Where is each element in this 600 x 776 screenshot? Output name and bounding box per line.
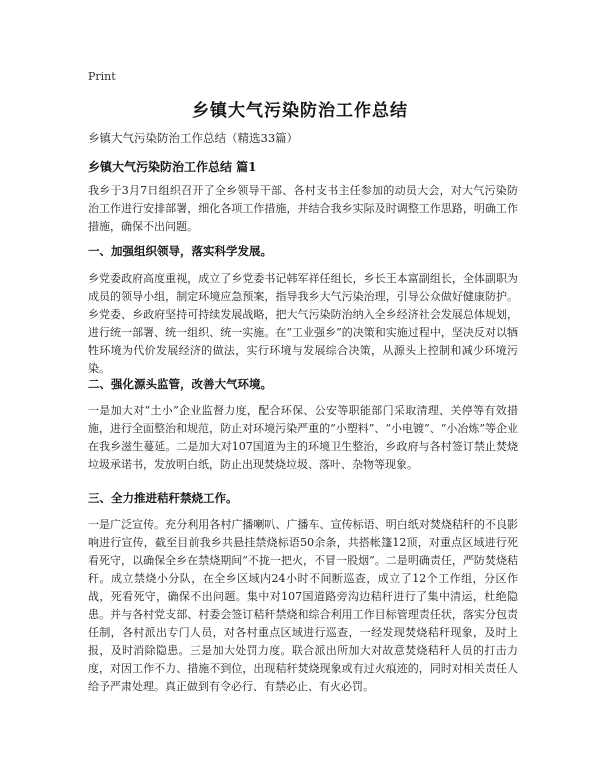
section-heading-1: 一、加强组织领导，落实科学发展。 — [88, 244, 272, 258]
document-subtitle: 乡镇大气污染防治工作总结（精选33篇） — [88, 131, 299, 145]
print-label[interactable]: Print — [88, 70, 116, 83]
document-title: 乡镇大气污染防治工作总结 — [192, 101, 408, 121]
section-3-paragraph: 一是广泛宣传。充分利用各村广播喇叭、广播车、宣传标语、明白纸对焚烧秸秆的不良影响进行宣传，截至目前我乡共悬挂禁烧标语50余条，共搭帐篷12顶，对重点区域进行死看死守，以确保全乡在禁烧期间“不拢一把火，不冒一股烟”。二是明确责任，严防焚烧秸秆。成立禁烧小分队，在全乡区域内24小时不间断巡查，成立了12个工作组，分区作战，死看死守，确保不出问题。集中对107国道路旁沟边秸秆进行了集中清运，杜绝隐患。并与各村党支部、村委会签订秸秆禁烧和综合利用工作目标管理责任状，落实分包责任制，各村派出专门人员，对各村重点区域进行巡查，一经发现焚烧秸秆现象，及时上报，及时消除隐患。三是加大处罚力度。联合派出所加大对故意焚烧秸秆人员的打击力度，对因工作不力、措施不到位，出现秸秆焚烧现象或有过火痕迹的，同时对相关责任人给予严肃处理。真正做到有令必行、有禁必止、有火必罚。 — [88, 518, 518, 693]
part-heading: 乡镇大气污染防治工作总结 篇1 — [88, 160, 257, 174]
intro-paragraph: 我乡于3月7日组织召开了全乡领导干部、各村支书主任参加的动员大会，对大气污染防治工作进行安排部署，细化各项工作措施，并结合我乡实际及时调整工作思路，明确工作措施，确保不出问题。 — [88, 184, 518, 233]
section-2-paragraph: 一是加大对“土小”企业监督力度，配合环保、公安等职能部门采取清理、关停等有效措施，进行全面整治和规范，防止对环境污染严重的“小塑料”、“小电镀”、“小冶炼”等企业在我乡滋生蔓延。二是加大对107国道为主的环境卫生整治，乡政府与各村签订禁止焚烧垃圾承诺书，发放明白纸，防止出现焚烧垃圾、落叶、杂物等现象。 — [88, 404, 518, 471]
section-1-paragraph: 乡党委政府高度重视，成立了乡党委书记韩军祥任组长，乡长王本富副组长，全体副职为成员的领导小组，制定环境应急预案，指导我乡大气污染治理，引导公众做好健康防护。乡党委、乡政府坚持可持续发展战略，把大气污染防治纳入全乡经济社会发展总体规划，进行统一部署、统一组织、统一实施。在“工业强乡”的决策和实施过程中，坚决反对以牺牲环境为代价发展经济的做法，实行环境与发展综合决策，从源头上控制和减少环境污染。 — [88, 272, 518, 375]
section-heading-3: 三、全力推进秸秆禁烧工作。 — [88, 491, 238, 505]
section-heading-2: 二、强化源头监管，改善大气环境。 — [88, 377, 272, 391]
